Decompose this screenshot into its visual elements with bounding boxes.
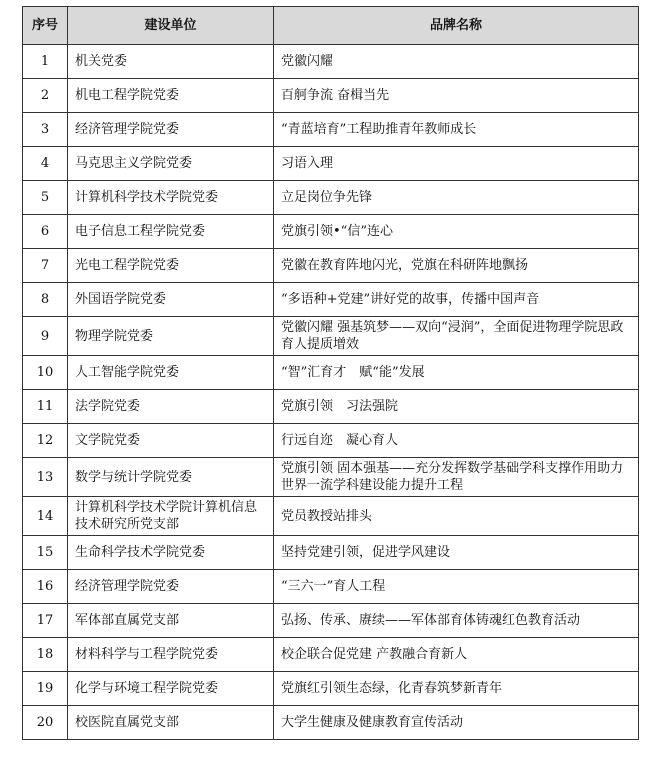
table-row <box>23 283 639 317</box>
cell-brand: 党旗引领 习法强院 <box>274 390 639 424</box>
cell-unit: 文学院党委 <box>68 424 274 458</box>
cell-no: 14 <box>23 497 68 536</box>
cell-brand: 立足岗位争先锋 <box>274 181 639 215</box>
cell-unit: 化学与环境工程学院党委 <box>68 672 274 706</box>
table-row <box>23 147 639 181</box>
table-body <box>23 45 639 740</box>
cell-brand: 校企联合促党建 产教融合育新人 <box>274 638 639 672</box>
cell-unit: 法学院党委 <box>68 390 274 424</box>
cell-brand: 百舸争流 奋楫当先 <box>274 79 639 113</box>
cell-unit: 机电工程学院党委 <box>68 79 274 113</box>
cell-no: 12 <box>23 424 68 458</box>
table-row <box>23 181 639 215</box>
cell-brand: 党徽闪耀 <box>274 45 639 79</box>
header-no: 序号 <box>23 7 68 45</box>
cell-unit: 校医院直属党支部 <box>68 706 274 740</box>
table-row <box>23 424 639 458</box>
table-row <box>23 536 639 570</box>
table-row <box>23 113 639 147</box>
cell-brand: 党徽在教育阵地闪光，党旗在科研阵地飘扬 <box>274 249 639 283</box>
cell-unit: 经济管理学院党委 <box>68 570 274 604</box>
table-row <box>23 317 639 356</box>
header-row <box>23 7 639 45</box>
cell-brand: “多语种+党建”讲好党的故事，传播中国声音 <box>274 283 639 317</box>
cell-brand: “智”汇育才 赋“能”发展 <box>274 356 639 390</box>
table-row <box>23 497 639 536</box>
table-row <box>23 458 639 497</box>
cell-no: 2 <box>23 79 68 113</box>
cell-unit: 光电工程学院党委 <box>68 249 274 283</box>
table-row <box>23 390 639 424</box>
cell-unit: 人工智能学院党委 <box>68 356 274 390</box>
table-row <box>23 706 639 740</box>
cell-no: 8 <box>23 283 68 317</box>
cell-no: 7 <box>23 249 68 283</box>
cell-no: 13 <box>23 458 68 497</box>
cell-unit: 计算机科学技术学院党委 <box>68 181 274 215</box>
cell-brand: 党旗引领 固本强基——充分发挥数学基础学科支撑作用助力世界一流学科建设能力提升工程 <box>274 458 639 497</box>
cell-unit: 生命科学技术学院党委 <box>68 536 274 570</box>
cell-unit: 马克思主义学院党委 <box>68 147 274 181</box>
cell-no: 5 <box>23 181 68 215</box>
brand-table <box>22 6 639 740</box>
cell-no: 20 <box>23 706 68 740</box>
cell-no: 16 <box>23 570 68 604</box>
cell-brand: 党旗红引领生态绿，化青春筑梦新青年 <box>274 672 639 706</box>
cell-brand: 坚持党建引领，促进学风建设 <box>274 536 639 570</box>
cell-unit: 计算机科学技术学院计算机信息技术研究所党支部 <box>68 497 274 536</box>
cell-brand: “三六一”育人工程 <box>274 570 639 604</box>
cell-brand: 习语入理 <box>274 147 639 181</box>
header-unit: 建设单位 <box>68 7 274 45</box>
cell-no: 3 <box>23 113 68 147</box>
cell-no: 9 <box>23 317 68 356</box>
cell-brand: 行远自迩 凝心育人 <box>274 424 639 458</box>
cell-brand: “青蓝培育”工程助推青年教师成长 <box>274 113 639 147</box>
cell-brand: 党旗引领•“信”连心 <box>274 215 639 249</box>
cell-brand: 弘扬、传承、赓续——军体部育体铸魂红色教育活动 <box>274 604 639 638</box>
cell-no: 15 <box>23 536 68 570</box>
table-row <box>23 79 639 113</box>
table-row <box>23 356 639 390</box>
cell-no: 19 <box>23 672 68 706</box>
cell-no: 18 <box>23 638 68 672</box>
cell-no: 6 <box>23 215 68 249</box>
cell-unit: 军体部直属党支部 <box>68 604 274 638</box>
cell-unit: 物理学院党委 <box>68 317 274 356</box>
table-row <box>23 638 639 672</box>
cell-unit: 材料科学与工程学院党委 <box>68 638 274 672</box>
table-row <box>23 249 639 283</box>
table-row <box>23 570 639 604</box>
cell-no: 4 <box>23 147 68 181</box>
cell-no: 17 <box>23 604 68 638</box>
cell-brand: 党员教授站排头 <box>274 497 639 536</box>
cell-unit: 经济管理学院党委 <box>68 113 274 147</box>
cell-unit: 数学与统计学院党委 <box>68 458 274 497</box>
table-row <box>23 45 639 79</box>
header-brand: 品牌名称 <box>274 7 639 45</box>
cell-unit: 机关党委 <box>68 45 274 79</box>
cell-brand: 大学生健康及健康教育宣传活动 <box>274 706 639 740</box>
cell-no: 10 <box>23 356 68 390</box>
cell-brand: 党徽闪耀 强基筑梦——双向“浸润”，全面促进物理学院思政育人提质增效 <box>274 317 639 356</box>
cell-no: 11 <box>23 390 68 424</box>
cell-unit: 外国语学院党委 <box>68 283 274 317</box>
table-row <box>23 672 639 706</box>
table-row <box>23 215 639 249</box>
cell-no: 1 <box>23 45 68 79</box>
table-row <box>23 604 639 638</box>
cell-unit: 电子信息工程学院党委 <box>68 215 274 249</box>
